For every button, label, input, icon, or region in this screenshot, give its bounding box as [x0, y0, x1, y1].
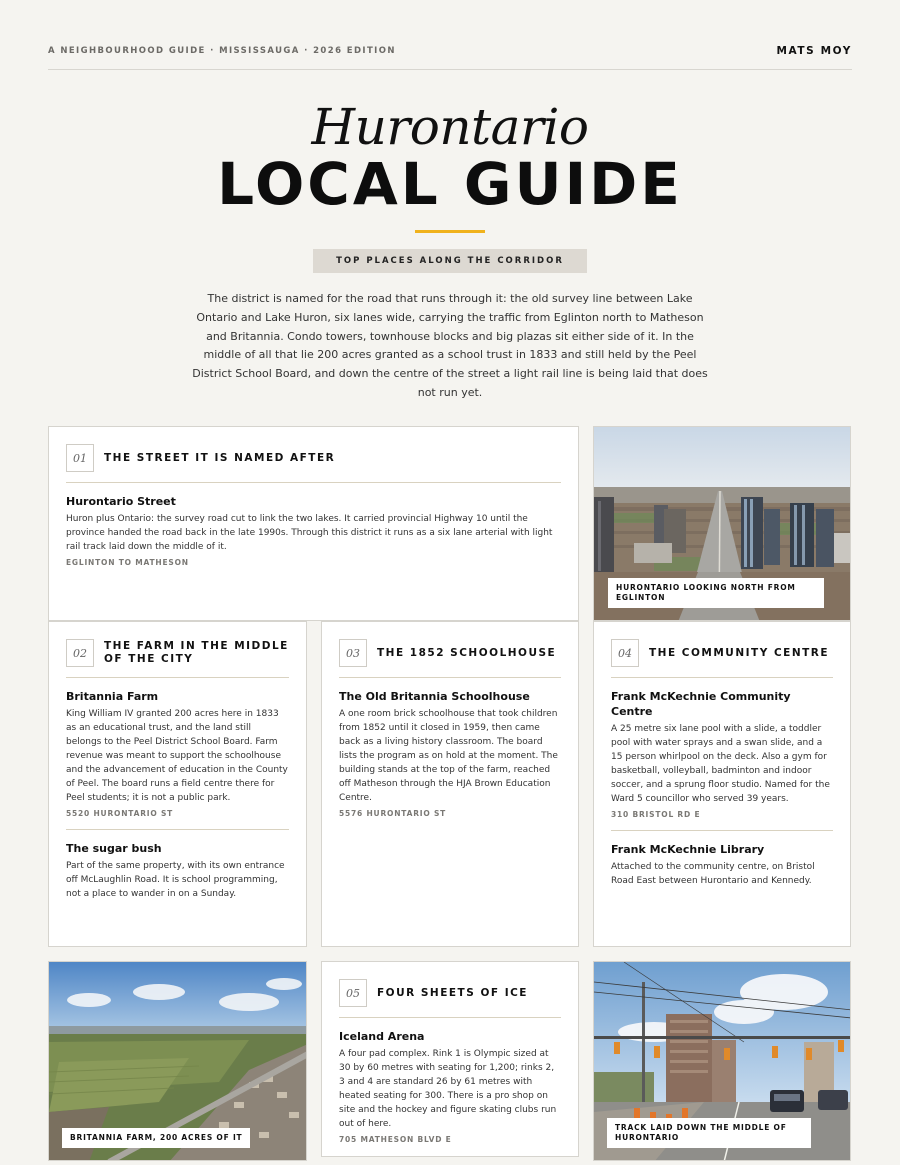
card-arena: [321, 961, 579, 1157]
entry-description: A 25 metre six lane pool with a slide, a toddler pool with water sprays and a swan slide, and a 15 person whirlpool on the deck. Also a gym for basketball, volleyball, badminton and indoor soccer, and a sprung floor studio. Named for the Ward 5 councillor who served 39 years.: [611, 724, 830, 804]
photo-britannia-farm: [48, 961, 307, 1161]
entry-description: Part of the same property, with its own entrance off McLaughlin Road. It is school programming, not a place to wander in on a Sunday.: [66, 861, 285, 899]
entry-name: Frank McKechnie Community Centre: [611, 690, 791, 718]
divider: [66, 482, 561, 483]
entry-description: Huron plus Ontario: the survey road cut to link the two lakes. It carried provincial Highway 10 until the province handed the road back in the late 1990s. Through this district it runs as a six lane arterial with light rail track laid down the middle of it.: [66, 514, 553, 552]
card-street: [48, 426, 579, 621]
photo-caption: TRACK LAID DOWN THE MIDDLE OF HURONTARIO: [607, 1118, 811, 1148]
entry-description: A one room brick schoolhouse that took children from 1852 until it closed in 1959, then came back as a living history classroom. The board lists the program as on hold at the moment. The building stands at the top of the farm, reached off Matheson through the HJA Brown Education Centre.: [339, 709, 558, 803]
card-schoolhouse: [321, 621, 579, 947]
divider: [611, 677, 833, 678]
entry-name: Frank McKechnie Library: [611, 843, 765, 856]
top-bar: [48, 36, 852, 70]
accent-rule: [415, 230, 485, 233]
card-number: 03: [339, 639, 367, 667]
photo-hurontario-street: [593, 426, 851, 621]
author-name: MATS MOY: [776, 45, 852, 57]
hero-main-title: LOCAL GUIDE: [217, 150, 683, 218]
photo-track-hurontario: [593, 961, 851, 1161]
card-title: THE COMMUNITY CENTRE: [649, 646, 830, 659]
entry-description: King William IV granted 200 acres here in 1833 as an educational trust, and the land still belongs to the Peel District School Board. Farm revenue was meant to support the schoolhouse and the advancement of education in the County of Peel. The board runs a field centre there for Peel students; it is not a public park.: [66, 709, 288, 803]
entry-divider: [611, 830, 833, 831]
entry-name: The Old Britannia Schoolhouse: [339, 690, 530, 703]
entry-address: 310 BRISTOL RD E: [611, 810, 701, 819]
entry-name: Britannia Farm: [66, 690, 159, 703]
divider: [66, 677, 289, 678]
card-community-centre: [593, 621, 851, 947]
card-number: 02: [66, 639, 94, 667]
entry-description: Attached to the community centre, on Bristol Road East between Hurontario and Kennedy.: [611, 862, 815, 886]
entry-address: 5576 HURONTARIO ST: [339, 809, 447, 818]
entry-name: The sugar bush: [66, 842, 162, 855]
divider: [339, 1017, 561, 1018]
entry-address: 5520 HURONTARIO ST: [66, 809, 174, 818]
entry-divider: [66, 829, 289, 830]
entry-address: 705 MATHESON BLVD E: [339, 1135, 452, 1144]
entry-name: Hurontario Street: [66, 495, 176, 508]
card-number: 05: [339, 979, 367, 1007]
card-number: 01: [66, 444, 94, 472]
card-title: THE 1852 SCHOOLHOUSE: [377, 646, 557, 659]
photo-caption: HURONTARIO LOOKING NORTH FROM EGLINTON: [608, 578, 824, 608]
card-title: THE FARM IN THE MIDDLE OF THE CITY: [104, 640, 289, 665]
photo-caption: BRITANNIA FARM, 200 ACRES OF IT: [62, 1128, 250, 1148]
card-farm: [48, 621, 307, 947]
entry-address: EGLINTON TO MATHESON: [66, 558, 189, 567]
kicker-badge: TOP PLACES ALONG THE CORRIDOR: [313, 249, 587, 273]
entry-name: Iceland Arena: [339, 1030, 425, 1043]
card-number: 04: [611, 639, 639, 667]
intro-paragraph: The district is named for the road that runs through it: the old survey line between Lake Ontario and Lake Huron, six lanes wide, carrying the traffic from Eglinton north to Matheson and Britannia. Condo towers, townhouse blocks and big plazas sit either side of it. In the middle of all that lie 200 acres granted as a school trust in 1833 and still held by the Peel District School Board, and down the centre of the street a light rail line is being laid that does not run yet.: [192, 292, 708, 399]
card-title: THE STREET IT IS NAMED AFTER: [104, 451, 336, 464]
hero-script-title: Hurontario: [311, 98, 589, 156]
card-title: FOUR SHEETS OF ICE: [377, 986, 528, 999]
entry-description: A four pad complex. Rink 1 is Olympic sized at 30 by 60 metres with seating for 1,200; rinks 2, 3 and 4 are standard 26 by 61 metres with heated seating for 300. There is a pro shop on site and the hockey and figure skating clubs run out of here.: [339, 1049, 557, 1129]
edition-line: A NEIGHBOURHOOD GUIDE · MISSISSAUGA · 2026 EDITION: [48, 46, 396, 56]
divider: [339, 677, 561, 678]
